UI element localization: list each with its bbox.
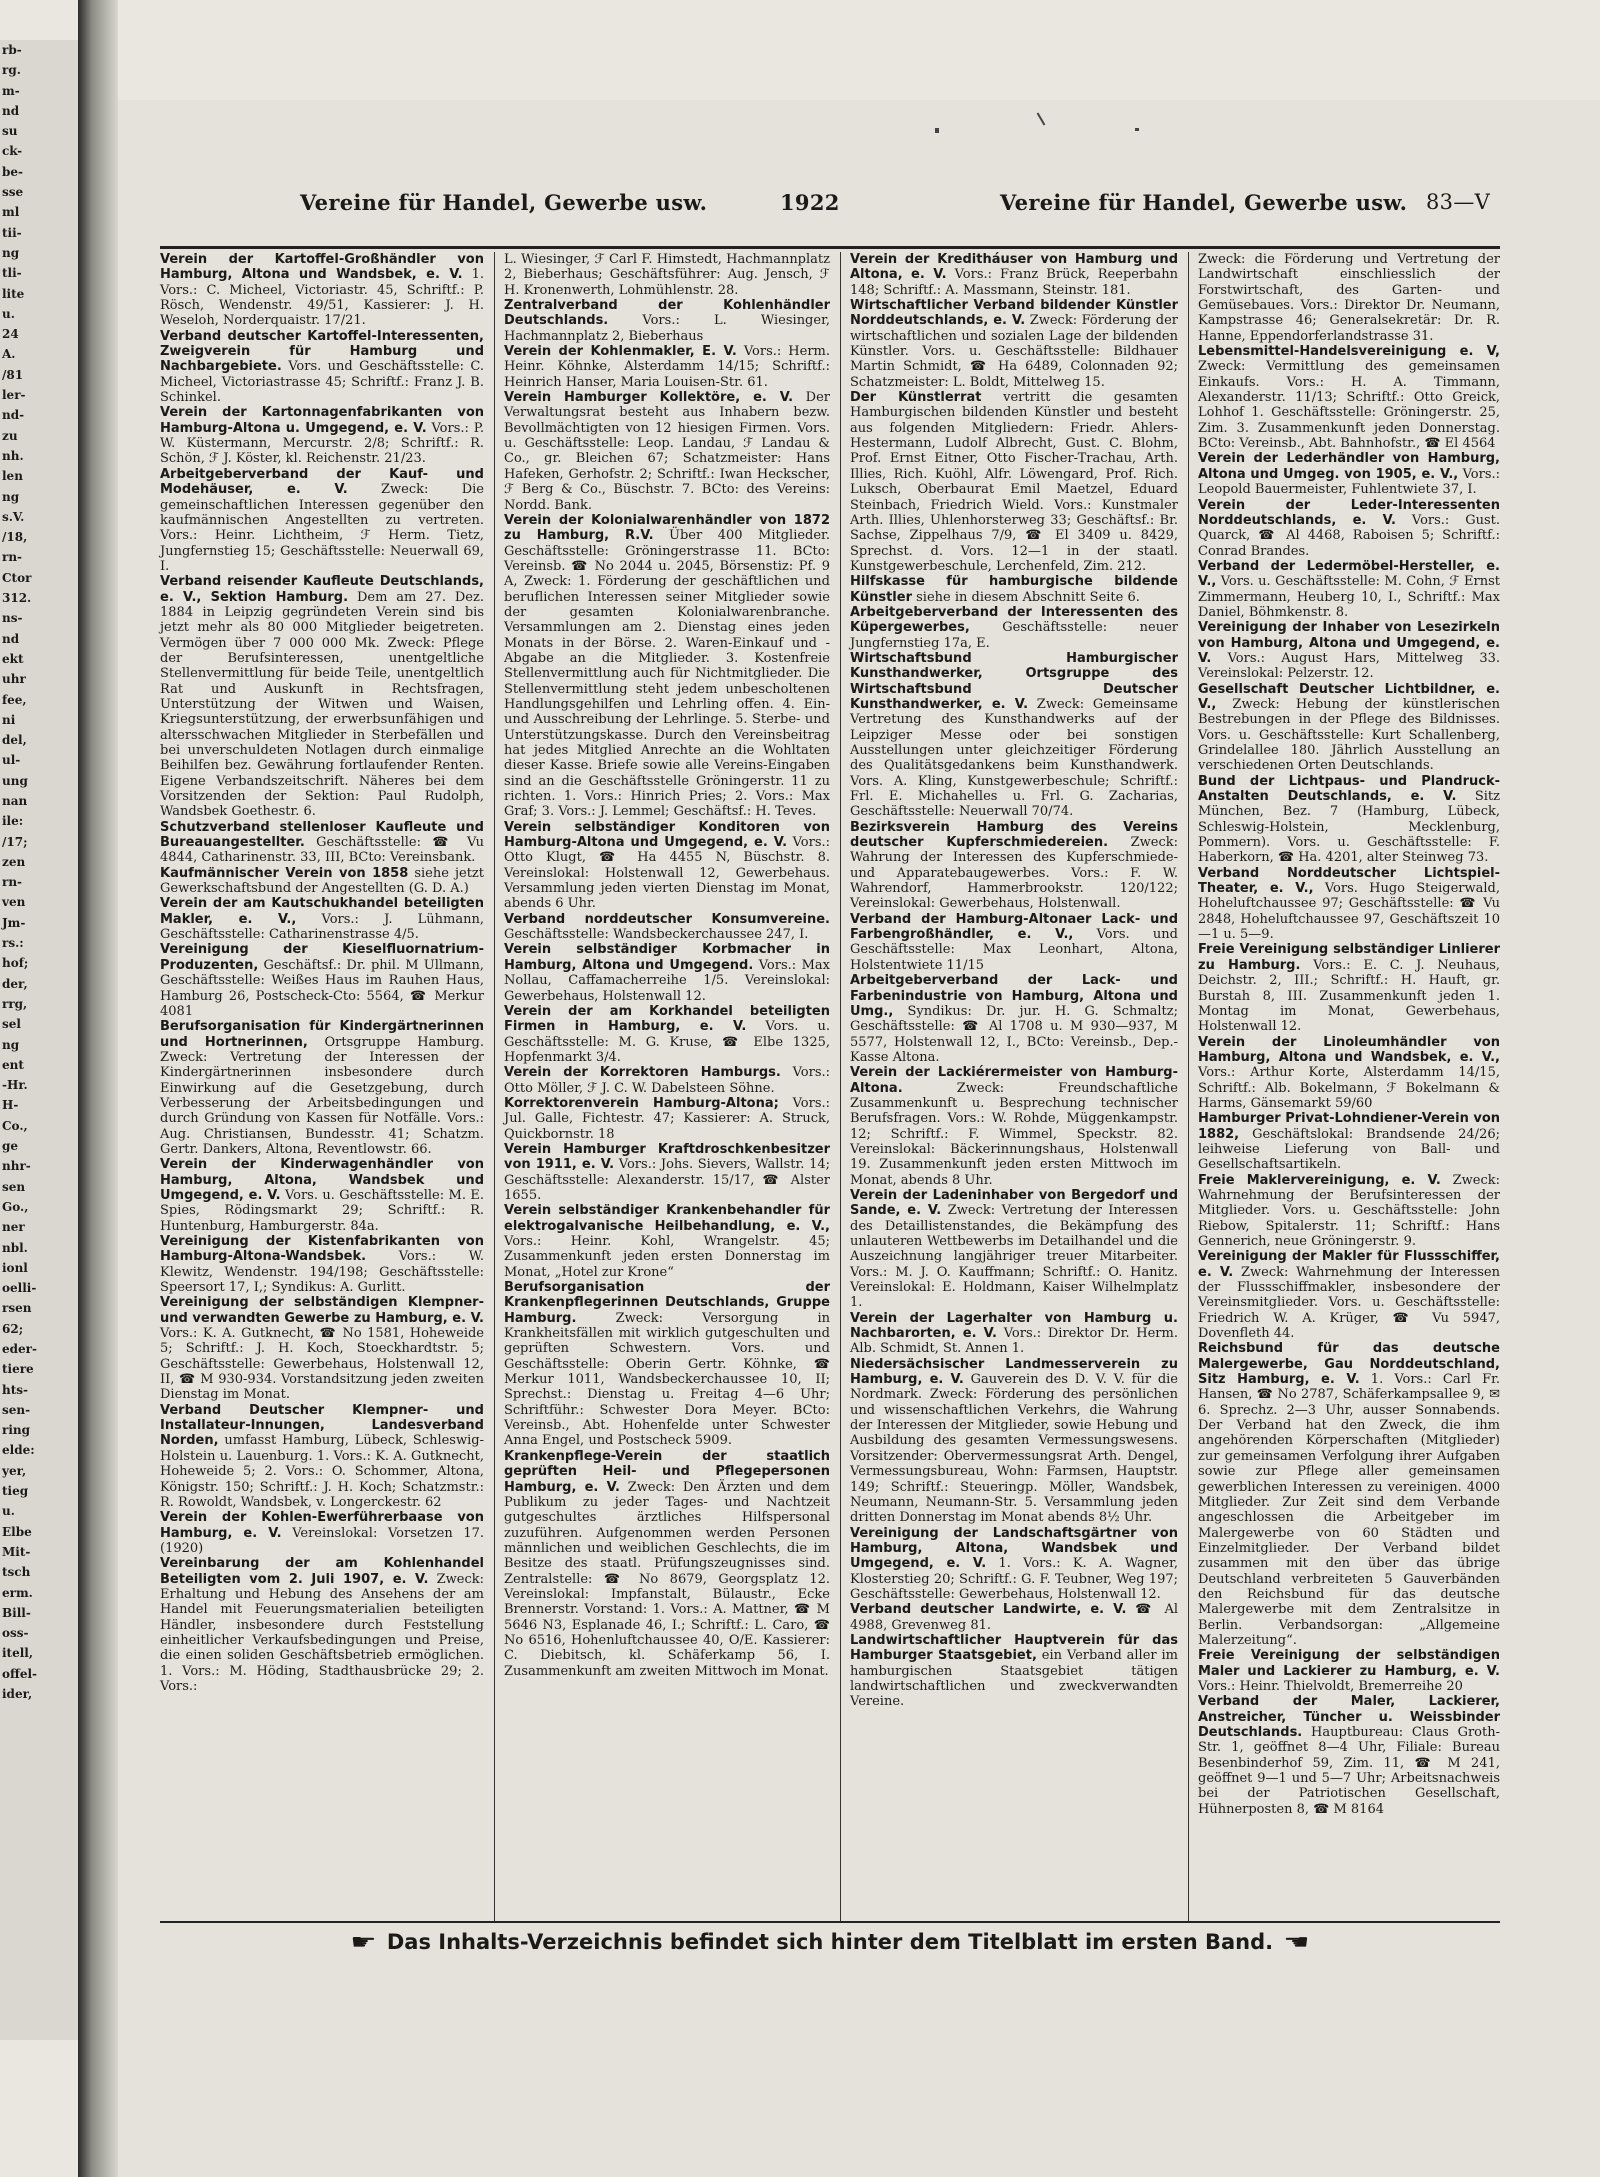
- left-page-fragment: rn-: [2, 875, 23, 890]
- left-page-fragment: ionl: [2, 1260, 28, 1275]
- left-page-fragment: nh.: [2, 448, 24, 463]
- entry-text: Zweck: Wahrnehmung der Berufsinteressen der Mitglieder. Vors. u. Geschäftsstelle: John Riebow, Spitalerstr. 11; Schriftf.: Hans Gennerich, neue Gröningerstr. 9.: [1198, 1172, 1500, 1249]
- entry-text: Vors.: Otto Möller, ℱ J. C. W. Dabelsteen Söhne.: [504, 1065, 830, 1096]
- entry-title: Verein der am Kautschukhandel beteiligten Makler, e. V.,: [160, 896, 484, 927]
- text-column-1: [160, 252, 484, 1694]
- entry-text: Vors.: Gust. Quarck, ☎ Al 4468, Raboisen 5; Schriftf.: Conrad Brandes.: [1198, 512, 1500, 559]
- left-page-fragment: offel-: [2, 1666, 38, 1681]
- left-page-fragment: rb-: [2, 43, 22, 57]
- entry-text: Geschäftsstelle: ☎ Vu 4844, Catharinenstr. 33, III, BCto: Vereinsbank.: [160, 835, 484, 866]
- entry-text: Zweck: Die gemeinschaftlichen Interessen gegenüber den kaufmännischen Angestellten zu vertreten. Vors.: Heinr. Lichtheim, ℱ Herm. Tietz, Jungfernstieg 15; Geschäftsstelle: Neuerwall 69, I.: [160, 482, 484, 574]
- entry-text: Vors.: Heinr. Thielvoldt, Bremerreihe 20: [1198, 1678, 1463, 1694]
- directory-entry: [160, 1295, 484, 1402]
- entry-title: Verein der Lackiérermeister von Hamburg-Altona.: [850, 1065, 1178, 1096]
- entry-title: Krankenpflege-Verein der staatlich geprüften Heil- und Pflegepersonen Hamburg, e. V.: [504, 1448, 830, 1495]
- directory-entry: [850, 1357, 1178, 1526]
- entry-text: Vors.: J. Lühmann, Geschäftsstelle: Catharinenstrasse 4/5.: [160, 911, 484, 943]
- text-column-2: [504, 252, 830, 1679]
- left-page-fragment: ekt: [2, 651, 24, 666]
- left-page-fragment: sel: [2, 1017, 21, 1032]
- left-page-fragment: Co.,: [2, 1118, 28, 1133]
- directory-entry: [1198, 942, 1500, 1034]
- left-page-fragment: eder-: [2, 1342, 37, 1356]
- entry-text: Vors. u. Geschäftsstelle: M. E. Spies, Rödingsmarkt 29; Schriftf.: R. Huntenburg, Hamburgerstr. 84a.: [160, 1187, 484, 1234]
- entry-text: Zweck: Vertretung der Interessen des Detaillistenstandes, die Bekämpfung des unlauteren Wettbewerbs im Detailhandel und die Auszeichnung langjähriger treuer Mitarbeiter. Vors.: M. J. O. Kauffmann; Schriftf.: O. Hanitz. Vereinslokal: E. Holdmann, Kaiser Wilhelmplatz 1.: [850, 1203, 1178, 1311]
- left-page-fragment: ile:: [2, 814, 24, 829]
- entry-text: Vors. u. Geschäftsstelle: M. G. Kruse, ☎ Elbe 1325, Hopfenmarkt 3/4.: [504, 1019, 830, 1065]
- entry-text: Geschäftsstelle: neuer Jungfernstieg 17a, E.: [850, 620, 1178, 651]
- entry-title: Arbeitgeberverband der Kauf- und Modehäuser, e. V.: [160, 466, 484, 498]
- left-page-fragment: rs.:: [2, 936, 24, 951]
- book-gutter: [78, 0, 118, 2177]
- footer-rule: [160, 1921, 1500, 1923]
- entry-text: Vors.: P. W. Küstermann, Mercurstr. 2/8; Schriftf.: R. Schön, ℱ J. Köster, kl. Reichenstr. 21/23.: [160, 420, 484, 467]
- ink-speck: [935, 128, 939, 133]
- entry-text: Geschäftsf.: Dr. phil. M Ullmann, Geschäftsstelle: Weißes Haus im Rauhen Haus, Hamburg 26, Postscheck-Cto: 5564, ☎ Merkur 4081: [160, 957, 484, 1019]
- entry-text: Vors.: L. Wiesinger, Hachmannplatz 2, Bieberhaus: [504, 313, 830, 344]
- entry-title: Vereinigung der Landschaftsgärtner von Hamburg, Altona, Wandsbek und Umgegend, e. V.: [850, 1525, 1178, 1572]
- left-page-fragment: u.: [2, 1504, 15, 1519]
- entry-title: Gesellschaft Deutscher Lichtbildner, e. V.,: [1198, 681, 1500, 712]
- left-page-fragment: /81: [2, 367, 24, 382]
- left-page-fragment: A.: [2, 347, 16, 362]
- left-page-fragment: erm.: [2, 1585, 33, 1600]
- entry-text: Vors.: Herm. Heinr. Köhnke, Alsterdamm 14/15; Schriftf.: Heinrich Hanser, Maria Louisen-Str. 61.: [504, 344, 830, 390]
- directory-entry: [504, 252, 830, 298]
- entry-title: Hilfskasse für hamburgische bildende Künstler: [850, 574, 1178, 605]
- entry-title: Vereinigung der selbständigen Klempner- und verwandten Gewerbe zu Hamburg, e. V.: [160, 1295, 484, 1326]
- directory-entry: [1198, 1249, 1500, 1341]
- left-page-fragment: sen: [2, 1179, 26, 1194]
- entry-title: Der Künstlerrat: [850, 390, 982, 406]
- entry-text: Zweck: Förderung der wirtschaftlichen und sozialen Lage der bildenden Künstler. Vors. u. Geschäftsstelle: Bildhauer Martin Schmidt, ☎ Ha 6489, Colonnaden 92; Schatzmeister: L. Boldt, Mittelweg 15.: [850, 313, 1178, 390]
- entry-title: Wirtschaftlicher Verband bildender Künstler Norddeutschlands, e. V.: [850, 298, 1178, 329]
- entry-title: Verband norddeutscher Konsumvereine.: [504, 911, 830, 927]
- left-page-fragment: ent: [2, 1057, 24, 1072]
- directory-entry: [850, 912, 1178, 973]
- entry-title: Bezirksverein Hamburg des Vereins deutscher Kupferschmiedereien.: [850, 819, 1178, 851]
- directory-entry: [160, 896, 484, 942]
- entry-title: Arbeitgeberverband der Lack- und Farbenindustrie von Hamburg, Altona und Umg.,: [850, 973, 1178, 1019]
- directory-entry: [1198, 498, 1500, 559]
- left-page-fragment: nhr-: [2, 1159, 31, 1174]
- entry-title: Vereinigung der Inhaber von Lesezirkeln von Hamburg, Altona und Umgegend, e. V.: [1198, 620, 1500, 666]
- entry-text: L. Wiesinger, ℱ Carl F. Himstedt, Hachmannplatz 2, Bieberhaus; Geschäftsführer: Aug. Jensch, ℱ H. Kronenwerth, Lohmühlenstr. 28.: [504, 252, 830, 298]
- entry-title: Kaufmännischer Verein von 1858: [160, 865, 409, 881]
- running-head-left: Vereine für Handel, Gewerbe usw.: [300, 190, 708, 215]
- entry-text: Vereinslokal: Vorsetzen 17. (1920): [160, 1525, 485, 1556]
- entry-text: Vors.: Johs. Sievers, Wallstr. 14; Geschäftsstelle: Alexanderstr. 15/17, ☎ Alster 1655.: [504, 1157, 830, 1203]
- entry-text: Zweck: Den Ärzten und dem Publikum zu jeder Tages- und Nachtzeit gutgeschultes ärztliches Hilfspersonal zuzuführen. Aufgenommen werden Personen männlichen und weiblichen Geschlechts, die im Besitze des staatl. Prüfungszeugnisses sind. Zentralstelle: ☎ No 8679, Georgsplatz 12. Vereinslokal: Impfanstalt, Bülaustr., Ecke Brennerstr. Vorstand: 1. Vors.: A. Mattner, ☎ M 5646 N3, Esplanade 46, I.; Schriftf.: L. Caro, ☎ No 6516, Hohenluftchaussee 40, O/E. Kassierer: C. Diebitsch, kl. Schäferkamp 56, I. Zusammenkunft am zweiten Mittwoch im Monat.: [504, 1479, 830, 1679]
- entry-title: Vereinigung der Makler für Flussschiffer, e. V.: [1198, 1249, 1500, 1280]
- entry-text: Zweck: die Förderung und Vertretung der Landwirtschaft einschliesslich der Forstwirtschaft, des Garten- und Gemüsebaues. Vors.: Direktor Dr. Neumann, Kampstrasse 46; Generalsekretär: Dr. R. Hanne, Eppendorferlandstrasse 31.: [1198, 252, 1500, 344]
- left-page-fragment: nd: [2, 631, 20, 646]
- left-page-fragment: rg.: [2, 63, 21, 78]
- left-page-fragment: sen-: [2, 1402, 31, 1417]
- entry-title: Berufsorganisation für Kindergärtnerinnen und Hortnerinnen,: [160, 1019, 484, 1050]
- entry-text: Hauptbureau: Claus Groth-Str. 1, geöffnet 8—4 Uhr, Filiale: Bureau Besenbinderhof 59, Zim. 11, ☎ M 241, geöffnet 9—1 und 5—7 Uhr; Arbeitsnachweis bei der Patriotischen Gesellschaft, Hühnerposten 8, ☎ M 8164: [1198, 1725, 1500, 1817]
- entry-title: Hamburger Privat-Lohndiener-Verein von 1882,: [1198, 1111, 1501, 1142]
- entry-title: Landwirtschaftlicher Hauptverein für das Hamburger Staatsgebiet,: [850, 1632, 1178, 1664]
- directory-entry: [1198, 1035, 1500, 1112]
- left-page-fragment: Bill-: [2, 1605, 31, 1620]
- directory-entry: [1198, 451, 1500, 497]
- directory-entry: [160, 866, 484, 897]
- left-page-fragment: s.V.: [2, 509, 25, 524]
- directory-entry: [850, 1311, 1178, 1357]
- left-page-fragment: su: [2, 124, 18, 139]
- directory-entry: [160, 1403, 484, 1510]
- entry-title: Verband Deutscher Klempner- und Installateur-Innungen, Landesverband Norden,: [160, 1402, 484, 1449]
- directory-entry: [850, 1633, 1178, 1710]
- entry-text: vertritt die gesamten Hamburgischen bildenden Künstler und besteht aus folgenden Mitgliedern: Friedr. Ahlers-Hestermann, Ludolf Albrecht, Gust. C. Blohm, Prof. Ernst Eitner, Otto Fischer-Trachau, Arth. Illies, Rich. Kuöhl, Alfr. Löwengard, Prof. Rich. Luksch, Oberbaurat Emil Maetzel, Eduard Steinbach, Friedrich Wield. Vors.: Kunstmaler Arth. Illies, Uhlenhorsterweg 33; Geschäftsf.: Br. Sachse, Zippelhaus 7/9, ☎ El 3409 u. 8429, Sprechst. d. Vors. 12—1 in der staatl. Kunstgewerbeschule, Lerchenfeld, Zim. 212.: [850, 390, 1178, 574]
- entry-text: Syndikus: Dr. jur. H. G. Schmaltz; Geschäftsstelle: ☎ Al 1708 u. M 930—937, M 5577, Holstenwall 12, I., BCto: Vereinsb., Dep.-Kasse Altona.: [850, 1003, 1179, 1065]
- left-page-fragment: -Hr.: [2, 1078, 28, 1093]
- directory-entry: [1198, 620, 1500, 681]
- left-page-fragment: ni: [2, 712, 16, 727]
- entry-text: Zweck: Hebung der künstlerischen Bestrebungen in der Pflege des Bildnisses. Vors. u. Geschäftsstelle: Kurt Schallenberg, Grindelallee 180. Jährlich Ausstellung an verschiedenen Orten Deutschlands.: [1198, 696, 1500, 774]
- entry-title: Verband der Maler, Lackierer, Anstreicher, Tüncher u. Weissbinder Deutschlands.: [1198, 1694, 1500, 1740]
- directory-entry: [160, 329, 484, 406]
- left-page-fragment: ck-: [2, 144, 23, 159]
- entry-title: Arbeitgeberverband der Interessenten des Küpergewerbes,: [850, 604, 1178, 636]
- left-page-fragment: Go.,: [2, 1199, 29, 1214]
- left-page-fragment: rsen: [2, 1301, 32, 1316]
- left-page-fragment: rn-: [2, 550, 23, 565]
- entry-text: Dem am 27. Dez. 1884 in Leipzig gegründeten Verein sind bis jetzt mehr als 80 000 Mitglieder beigetreten. Vermögen über 7 000 000 Mk. Zweck: Pflege der Berufsinteressen, unentgeltliche Stellenvermittlung für beide Teile, unentgeltlich Rat und Auskunft in Rechtsfragen, Unterstützung der Witwen und Waisen, Kriegsunterstützung, der erwerbsunfähigen und altersschwachen Mitglieder in Sterbefällen und bei unverschuldeten Notlagen durch einmalige Beihilfen bez. Gewährung fortlaufender Renten. Eigene Verbandszeitschrift. Näheres bei dem Vorsitzenden der Sektion: Paul Rudolph, Wandsbek Goethestr. 6.: [160, 589, 484, 820]
- left-page-fragment: zu: [2, 428, 18, 443]
- entry-text: Zweck: Wahrung der Interessen des Kupferschmiede- und Apparatebaugewerbes. Vors.: F. W. Wahrendorf, Hammerbrookstr. 120/122; Vereinslokal: Gewerbehaus, Holstenwall.: [850, 835, 1178, 912]
- entry-title: Berufsorganisation der Krankenpflegerinnen Deutschlands, Gruppe Hamburg.: [504, 1280, 830, 1326]
- entry-title: Freie Vereinigung selbständiger Linlierer zu Hamburg.: [1198, 942, 1500, 973]
- left-page-fragment: lite: [2, 286, 25, 301]
- left-page-fragment: ring: [2, 1423, 30, 1438]
- entry-text: ☎ Al 4988, Grevenweg 81.: [850, 1602, 1178, 1633]
- text-column-4: [1198, 252, 1500, 1817]
- entry-title: Verein der Lagerhalter von Hamburg u. Nachbarorten, e. V.: [850, 1310, 1178, 1342]
- entry-text: Vors.: Leopold Bauermeister, Fuhlentwiete 37, I.: [1198, 466, 1500, 498]
- left-page-fragment: uhr: [2, 672, 26, 687]
- directory-entry: [1198, 252, 1500, 344]
- entry-title: Vereinigung der Kistenfabrikanten von Hamburg-Altona-Wandsbek.: [160, 1234, 484, 1265]
- entry-title: Verein der Kohlen-Ewerführerbaase von Hamburg, e. V.: [160, 1510, 484, 1541]
- directory-entry: [504, 513, 830, 820]
- directory-entry: [850, 298, 1178, 390]
- entry-text: Vors.: Direktor Dr. Herm. Alb. Schmidt, St. Annen 1.: [850, 1326, 1178, 1357]
- directory-entry: [1198, 1111, 1500, 1172]
- entry-title: Schutzverband stellenloser Kaufleute und Bureauangestellter.: [160, 819, 484, 851]
- entry-text: 1. Vors.: K. A. Wagner, Klosterstieg 20; Schriftf.: G. F. Teubner, Weg 197; Geschäftsstelle: Gewerbehaus, Holstenwall 12.: [850, 1556, 1178, 1602]
- entry-text: Gauverein des D. V. V. für die Nordmark. Zweck: Förderung des persönlichen und wissenschaftlichen Verkehrs, die Wahrung der Interessen der Mitglieder, sowie Hebung und Ausbildung des gesamten Vermessungswesens. Vorsitzender: Obervermessungsrat Arth. Dengel, Vermessungsbureau, Wohn: Farmsen, Hauptstr. 149; Schriftf.: Steueringp. Möller, Wandsbek, Neumann, Neumann-Str. 5. Versammlung jeden dritten Donnerstag im Monat abends 8½ Uhr.: [850, 1372, 1178, 1526]
- entry-title: Verein der Kartonnagenfabrikanten von Hamburg-Altona u. Umgegend, e. V.: [160, 405, 484, 436]
- entry-text: Sitz München, Bez. 7 (Hamburg, Lübeck, Schleswig-Holstein, Mecklenburg, Pommern). Vors. u. Geschäftsstelle: F. Haberkorn, ☎ Ha. 4201, alter Steinweg 73.: [1198, 789, 1500, 866]
- directory-entry: [1198, 1694, 1500, 1817]
- left-page-fragment: ng: [2, 1037, 20, 1052]
- left-page-fragment: Ctor: [2, 570, 32, 585]
- directory-entry: [504, 1065, 830, 1096]
- left-page-fragment: 24: [2, 327, 19, 342]
- directory-entry: [850, 605, 1178, 651]
- left-page-fragment: 312.: [2, 591, 32, 606]
- directory-entry: [1198, 774, 1500, 866]
- directory-entry: [160, 467, 484, 574]
- left-page-fragment: /17;: [2, 834, 28, 849]
- entry-text: Vors.: Jul. Galle, Fichtestr. 47; Kassierer: A. Struck, Quickbornstr. 18: [504, 1095, 830, 1142]
- left-page-fragment: m-: [2, 83, 20, 98]
- ink-speck: [1135, 128, 1139, 131]
- directory-entry: [160, 1234, 484, 1295]
- directory-entry: [1198, 559, 1500, 620]
- directory-entry: [850, 820, 1178, 912]
- left-page-fragment: tli-: [2, 266, 22, 281]
- entry-text: Über 400 Mitglieder. Geschäftsstelle: Gröningerstrasse 11. BCto: Vereinsb. ☎ No 2044 u. 2045, Börsenstiz: Pf. 9 A, Zweck: 1. Förderung der geschäftlichen und beruflichen Interessen seiner Mitglieder sowie der gesamten Kolonialwarenbranche. Versammlungen am 2. Dienstag eines jeden Monats in der Börse. 2. Waren-Einkauf und -Abgabe an die Mitglieder. 3. Kostenfreie Stellenvermittlung auch für Nichtmitglieder. Die Stellenvermittlung steht jedem unbescholtenen Handlungsgehilfen und Lehrling offen. 4. Ein- und Ausschreibung der Lehrlinge. 5. Sterbe- und Unterstützungskasse. Durch den Vereinsbeitrag hat jedes Mitglied Anrechte an die Wohltaten dieser Kasse. Briefe sowie alle Vereins-Eingaben sind an die Geschäftsstelle Gröningerstr. 11 zu richten. 1. Vors.: Hinrich Pries; 2. Vors.: Max Graf; 3. Vors.: J. Lemmel; Geschäftsf.: H. Teves.: [504, 528, 830, 820]
- entry-title: Verein Hamburger Kollektöre, e. V.: [504, 390, 794, 406]
- directory-entry: [504, 1280, 830, 1449]
- directory-entry: [1198, 1173, 1500, 1250]
- entry-title: Freie Vereinigung der selbständigen Maler und Lackierer zu Hamburg, e. V.: [1198, 1648, 1500, 1679]
- entry-title: Verband Norddeutscher Lichtspiel-Theater, e. V.,: [1198, 865, 1500, 897]
- entry-text: Vors. u. Geschäftsstelle: M. Cohn, ℱ Ernst Zimmermann, Heuberg 10, I., Schriftf.: Max Daniel, Böhmkenstr. 8.: [1198, 574, 1500, 620]
- column-divider: [494, 252, 495, 1922]
- entry-title: Vereinigung der Kieselfluornatrium-Produzenten,: [160, 942, 484, 973]
- left-page-fragment: tii-: [2, 225, 22, 240]
- entry-title: Verein der Kolonialwarenhändler von 1872 zu Hamburg, R.V.: [504, 512, 830, 544]
- left-page-fragment: hts-: [2, 1382, 29, 1397]
- entry-text: Geschäftsstelle: Wandsbeckerchaussee 247, I.: [504, 927, 809, 943]
- directory-entry: [504, 1142, 830, 1203]
- running-head-right: Vereine für Handel, Gewerbe usw.: [1000, 190, 1408, 215]
- entry-title: Verband der Hamburg-Altonaer Lack- und Farbengroßhändler, e. V.,: [850, 911, 1178, 943]
- entry-text: Vors. und Geschäftsstelle: C. Micheel, Victoriastrasse 45; Schriftf.: Franz J. B. Schinkel.: [160, 359, 484, 406]
- directory-entry: [504, 912, 830, 943]
- left-page-fragment: tiere: [2, 1362, 34, 1377]
- directory-entry: [1198, 344, 1500, 451]
- left-page-fragment: itell,: [2, 1646, 34, 1661]
- left-page-fragment: elde:: [2, 1443, 35, 1458]
- entry-title: Bund der Lichtpaus- und Plandruck-Anstalten Deutschlands, e. V.: [1198, 773, 1500, 805]
- entry-title: Verein der Kohlenmakler, E. V.: [504, 344, 737, 360]
- entry-title: Vereinbarung der am Kohlenhandel Beteiligten vom 2. Juli 1907, e. V.: [160, 1556, 484, 1587]
- left-page-fragment: ns-: [2, 611, 23, 626]
- left-page-fragment: hof;: [2, 956, 29, 971]
- entry-title: Freie Maklervereinigung, e. V.: [1198, 1172, 1441, 1188]
- directory-entry: [850, 1602, 1178, 1633]
- entry-text: siehe jetzt Gewerkschaftsbund der Angestellten (G. D. A.): [160, 865, 484, 897]
- entry-text: ein Verband aller im hamburgischen Staatsgebiet tätigen landwirtschaftlichen und zweckverwandten Vereine.: [850, 1648, 1178, 1710]
- left-page-fragment: be-: [2, 164, 24, 179]
- entry-text: Vors.: Heinr. Kohl, Wrangelstr. 45; Zusammenkunft jeden ersten Donnerstag im Monat, „Hotel zur Krone“: [504, 1234, 830, 1280]
- left-page-fragment: ider,: [2, 1687, 33, 1702]
- directory-entry: [850, 252, 1178, 298]
- entry-title: Verein der am Korkhandel beteiligten Firmen in Hamburg, e. V.: [504, 1003, 830, 1035]
- left-page-fragment: ml: [2, 205, 20, 220]
- directory-entry: [160, 574, 484, 820]
- directory-entry: [504, 820, 830, 912]
- left-page-fragment: del,: [2, 733, 27, 748]
- directory-entry: [850, 651, 1178, 820]
- entry-title: Verein der Linoleumhändler von Hamburg, Altona und Wandsbek, e. V.,: [1198, 1034, 1500, 1065]
- entry-text: Zweck: Gemeinsame Vertretung des Kunsthandwerks auf der Leipziger Messe oder bei sonstigen Ausstellungen unter gleichzeitiger Förderung des Qualitätsgedankens beim Kunsthandwerk. Vors. A. Kling, Kunstgewerbeschule; Schriftf.: Frl. E. Michahelles u. Frl. G. Zacharias, Geschäftsstelle: Neuerwall 70/74.: [850, 696, 1178, 820]
- directory-entry: [850, 1188, 1178, 1311]
- left-page-fragment: ven: [2, 895, 26, 910]
- entry-text: Zweck: Wahrnehmung der Interessen der Flussschiffmakler, insbesondere der Vereinsmitglieder. Vors. u. Geschäftsstelle: Friedrich W. A. Krüger, ☎ Vu 5947, Dovenfleth 44.: [1198, 1264, 1500, 1342]
- entry-title: Wirtschaftsbund Hamburgischer Kunsthandwerker, Ortsgruppe des Wirtschaftsbund Deutscher Kunsthandwerker, e. V.: [850, 650, 1178, 712]
- entry-title: Verband deutscher Landwirte, e. V.: [850, 1602, 1127, 1618]
- directory-entry: [504, 1203, 830, 1280]
- entry-text: Vors.: Franz Brück, Reeperbahn 148; Schriftf.: A. Massmann, Steinstr. 181.: [850, 267, 1178, 298]
- directory-entry: [504, 1449, 830, 1679]
- entry-text: Vors. und Geschäftsstelle: Max Leonhart, Altona, Holstentwiete 11/15: [850, 927, 1178, 973]
- directory-entry: [160, 1019, 484, 1157]
- entry-title: Korrektorenverein Hamburg-Altona;: [504, 1095, 779, 1111]
- directory-entry: [850, 1065, 1178, 1188]
- entry-text: Ortsgruppe Hamburg. Zweck: Vertretung der Interessen der Kindergärtnerinnen insbesondere durch Einwirkung auf die Gesetzgebung, durch Verbesserung der Arbeitsbedingungen und durch Gründung von Kassen für Notfälle. Vors.: Aug. Christiansen, Bundesstr. 41; Schatzm. Gertr. Dankers, Altona, Reventlowstr. 66.: [160, 1034, 484, 1157]
- left-page-fragment: Mit-: [2, 1544, 31, 1559]
- directory-entry: [504, 390, 830, 513]
- entry-title: Zentralverband der Kohlenhändler Deutschlands.: [504, 298, 830, 329]
- entry-text: Vors. Hugo Steigerwald, Hoheluftchaussee 97; Geschäftsstelle: ☎ Vu 2848, Hoheluftchaussee 97, Geschäftszeit 10—1 u. 5—9.: [1198, 881, 1500, 943]
- directory-entry: [1198, 1341, 1500, 1648]
- pointing-hand-left-icon: ☚: [1283, 1930, 1310, 1954]
- directory-entry: [850, 390, 1178, 574]
- left-page-fragment: Jm-: [2, 915, 26, 930]
- directory-entry: [160, 405, 484, 466]
- entry-text: 1. Vors.: C. Micheel, Victoriastr. 45, Schriftf.: P. Rösch, Wendenstr. 49/51, Kassierer: J. H. Weseloh, Norderquaistr. 17/21.: [160, 267, 484, 329]
- left-page-fragment: rrg,: [2, 996, 28, 1011]
- left-page-fragment: ul-: [2, 753, 21, 768]
- directory-entry: [504, 1004, 830, 1065]
- left-page-fragment: tsch: [2, 1565, 31, 1580]
- directory-entry: [160, 1556, 484, 1694]
- entry-title: Reichsbund für das deutsche Malergewerbe, Gau Norddeutschland, Sitz Hamburg, e. V.: [1198, 1341, 1500, 1388]
- left-page-fragment: H-: [2, 1098, 19, 1113]
- entry-text: Geschäftslokal: Brandsende 24/26; leihweise Lieferung von Ball- und Gesellschaftsartikeln.: [1198, 1126, 1500, 1173]
- left-page-fragment: 62;: [2, 1321, 24, 1336]
- entry-title: Verein selbständiger Krankenbehandler für elektrogalvanische Heilbehandlung, e. V.,: [504, 1203, 830, 1234]
- left-page-fragment: Elbe: [2, 1524, 32, 1539]
- left-page-fragment: ng: [2, 245, 20, 260]
- footer-notice: [160, 1930, 1500, 1954]
- entry-title: Verein der Korrektoren Hamburgs.: [504, 1065, 781, 1081]
- directory-entry: [1198, 866, 1500, 943]
- entry-text: umfasst Hamburg, Lübeck, Schleswig-Holstein u. Lauenburg. 1. Vors.: K. A. Gutknecht, Hoheweide 5; 2. Vors.: O. Schommer, Altona, Königstr. 150; Schriftf.: J. H. Koch; Schatzmstr.: R. Rowoldt, Wandsbek, v. Longerckestr. 62: [160, 1433, 484, 1510]
- directory-entry: [160, 1510, 484, 1556]
- left-page-fragment: fee,: [2, 692, 27, 707]
- entry-text: Vors.: W. Klewitz, Wendenstr. 194/198; Geschäftsstelle: Speersort 17, I,; Syndikus: A. Gurlitt.: [160, 1249, 484, 1296]
- entry-text: Vors.: Otto Klugt, ☎ Ha 4455 N, Büschstr. 8. Vereinslokal: Holstenwall 12, Gewerbehaus. Versammlung jeden vierten Dienstag im Monat, abends 6 Uhr.: [504, 835, 830, 912]
- entry-text: Zweck: Freundschaftliche Zusammenkunft u. Besprechung technischer Berufsfragen. Vors.: W. Rohde, Müggenkampstr. 12; Schriftf.: F. Wimmel, Speckstr. 82. Vereinslokal: Bäckerinnungshaus, Holstenwall 19. Zusammenkunft jeden ersten Mittwoch im Monat, abends 8 Uhr.: [850, 1080, 1178, 1188]
- directory-entry: [850, 574, 1178, 605]
- directory-entry: [160, 820, 484, 866]
- left-page-fragment: len: [2, 469, 23, 484]
- left-page-fragment: nan: [2, 793, 28, 808]
- entry-text: Vors.: Arthur Korte, Alsterdamm 14/15, Schriftf.: Alb. Bokelmann, ℱ Bokelmann & Harms, Gänsemarkt 59/60: [1198, 1065, 1500, 1111]
- entry-text: Vors.: E. C. J. Neuhaus, Deichstr. 2, III.; Schriftf.: H. Hauft, gr. Burstah 8, III. Zusammenkunft jeden 1. Montag im Monat, Gewerbehaus, Holstenwall 12.: [1198, 957, 1501, 1035]
- entry-title: Verein der Kreditháuser von Hamburg und Altona, e. V.: [850, 252, 1178, 283]
- entry-text: siehe in diesem Abschnitt Seite 6.: [916, 589, 1140, 605]
- entry-text: 1. Vors.: Carl Fr. Hansen, ☎ No 2787, Schäferkampsallee 9, ✉ 6. Sprechz. 2—3 Uhr, ausser Sonnabends. Der Verband hat den Zweck, die ihm angehörenden Körperschaften (Mitglieder) zur gemeinsamen Verfolgung ihrer Aufgaben sowie zur Pflege aller gemeinsamen gewerblichen Interessen zu vereinigen. 4000 Mitglieder. Zur Zeit sind dem Verbande angeschlossen die Arbeitgeber im Malergewerbe von 60 Städten und Einzelmitglieder. Der Verband bildet zusammen mit den über das übrige Deutschland verbreiteten 5 Gauverbänden den Reichsbund für das deutsche Malergewerbe mit dem Zentralsitze in Berlin. Verbandsorgan: „Allgemeine Malerzeitung“.: [1198, 1372, 1501, 1648]
- header-year: 1922: [780, 190, 840, 215]
- entry-text: Zweck: Versorgung in Krankheitsfällen mit wirklich gutgeschulten und geprüften Schwestern. Vors. und Geschäftsstelle: Oberin Gertr. Köhnke, ☎ Merkur 1011, Wandsbeckerchaussee 10, II; Sprechst.: Dienstag u. Freitag 4—6 Uhr; Schriftführ.: Schwester Dora Meyer. BCto: Vereinsb., Abt. Hohenfelde unter Schwester Anna Engel, und Postscheck 5909.: [504, 1310, 830, 1449]
- header-rule: [160, 246, 1500, 249]
- left-page-fragment: oelli-: [2, 1281, 37, 1296]
- entry-title: Lebensmittel-Handelsvereinigung e. V,: [1198, 344, 1500, 360]
- directory-entry: [160, 942, 484, 1019]
- entry-text: Vors.: K. A. Gutknecht, ☎ No 1581, Hoheweide 5; Schriftf.: J. H. Koch, Stoeckhardtstr. 5; Geschäftsstelle: Gewerbehaus, Holstenwall 12, II, ☎ M 930-934. Vorstandsitzung jeden zweiten Dienstag im Monat.: [160, 1326, 484, 1403]
- directory-entry: [850, 973, 1178, 1065]
- directory-entry: [160, 252, 484, 329]
- left-page-fragment: tieg: [2, 1484, 29, 1499]
- entry-title: Verband deutscher Kartoffel-Interessenten, Zweigverein für Hamburg und Nachbargebiete.: [160, 328, 484, 375]
- directory-entry: [1198, 682, 1500, 774]
- left-page-fragment: nd-: [2, 408, 25, 423]
- left-page-fragment: ng: [2, 489, 20, 504]
- entry-title: Verband reisender Kaufleute Deutschlands, e. V., Sektion Hamburg.: [160, 574, 484, 605]
- directory-entry: [1198, 1648, 1500, 1694]
- entry-text: Der Verwaltungsrat besteht aus Inhabern bezw. Bevollmächtigten von 12 hiesigen Firmen. Vors. u. Geschäftsstelle: Leop. Landau, ℱ Landau & Co., gr. Bleichen 67; Schatzmeister: Hans Hafeken, Gerhofstr. 2; Schriftf.: Iwan Heckscher, ℱ Berg & Co., Büschstr. 7. BCto: des Vereins: Nordd. Bank.: [504, 390, 830, 513]
- directory-entry: [504, 1096, 830, 1142]
- entry-title: Verein der Leder-Interessenten Norddeutschlands, e. V.: [1198, 497, 1500, 528]
- pointing-hand-right-icon: ☛: [350, 1930, 377, 1954]
- text-column-3: [850, 252, 1178, 1710]
- left-page-fragment: /18,: [2, 530, 28, 545]
- entry-title: Verein selbständiger Konditoren von Hamburg-Altona und Umgegend, e. V.: [504, 819, 830, 851]
- left-page-fragment: sse: [2, 185, 24, 200]
- entry-text: Zweck: Vermittlung des gemeinsamen Einkaufs. Vors.: H. A. Timmann, Alexanderstr. 11/13; Schriftf.: Otto Greick, Lohhof 1. Geschäftsstelle: Gröningerstr. 25, Zim. 3. Zusammenkunft jeden Donnerstag. BCto: Vereinsb., Abt. Bahnhofstr., ☎ El 4564: [1198, 359, 1500, 452]
- directory-entry: [504, 298, 830, 344]
- entry-title: Verband der Ledermöbel-Hersteller, e. V.,: [1198, 558, 1500, 590]
- column-divider: [840, 252, 841, 1922]
- left-page-fragment: yer,: [2, 1463, 27, 1478]
- left-page-fragment: ung: [2, 773, 28, 788]
- directory-entry: [160, 1157, 484, 1234]
- entry-title: Verein selbständiger Korbmacher in Hamburg, Altona und Umgegend.: [504, 942, 830, 973]
- footer-text: Das Inhalts-Verzeichnis befindet sich hinter dem Titelblatt im ersten Band.: [386, 1930, 1274, 1954]
- left-page-fragment: nd: [2, 103, 20, 118]
- column-divider: [1188, 252, 1189, 1922]
- directory-entry: [504, 344, 830, 390]
- left-page-fragment: der,: [2, 976, 28, 991]
- left-page-fragment: ler-: [2, 388, 26, 403]
- left-page-fragment: ge: [2, 1139, 19, 1154]
- entry-title: Verein der Kartoffel-Großhändler von Hamburg, Altona und Wandsbek, e. V.: [160, 252, 484, 283]
- entry-text: Zweck: Erhaltung und Hebung des Ansehens der am Handel mit Feuerungsmaterialien beteiligten Händler, insbesondere durch Feststellung einheitlicher Verkaufsbedingungen und Preise, die einen soliden Geschäftsbetrieb ermöglichen. 1. Vors.: M. Höding, Stadthausbrücke 29; 2. Vors.:: [160, 1571, 484, 1694]
- directory-entry: [504, 942, 830, 1003]
- left-page-edge: [0, 40, 78, 2040]
- entry-title: Verein der Ladeninhaber von Bergedorf und Sande, e. V.: [850, 1187, 1178, 1219]
- entry-text: Vors.: Max Nollau, Caffamacherreihe 1/5. Vereinslokal: Gewerbehaus, Holstenwall 12.: [504, 957, 830, 1004]
- entry-title: Verein Hamburger Kraftdroschkenbesitzer von 1911, e. V.: [504, 1141, 830, 1173]
- entry-title: Verein der Lederhändler von Hamburg, Altona und Umgeg. von 1905, e. V.,: [1198, 451, 1500, 482]
- page-number: 83—V: [1426, 190, 1491, 214]
- entry-title: Niedersächsischer Landmesserverein zu Hamburg, e. V.: [850, 1356, 1178, 1388]
- entry-text: Vors.: August Hars, Mittelweg 33. Vereinslokal: Pelzerstr. 12.: [1198, 650, 1500, 682]
- left-page-fragment: nbl.: [2, 1240, 28, 1255]
- left-page-fragment: zen: [2, 854, 26, 869]
- entry-title: Verein der Kinderwagenhändler von Hamburg, Altona, Wandsbek und Umgegend, e. V.: [160, 1157, 484, 1203]
- left-page-fragment: u.: [2, 306, 15, 321]
- left-page-fragment: oss-: [2, 1626, 29, 1641]
- left-page-fragment: ner: [2, 1220, 25, 1235]
- directory-entry: [850, 1526, 1178, 1603]
